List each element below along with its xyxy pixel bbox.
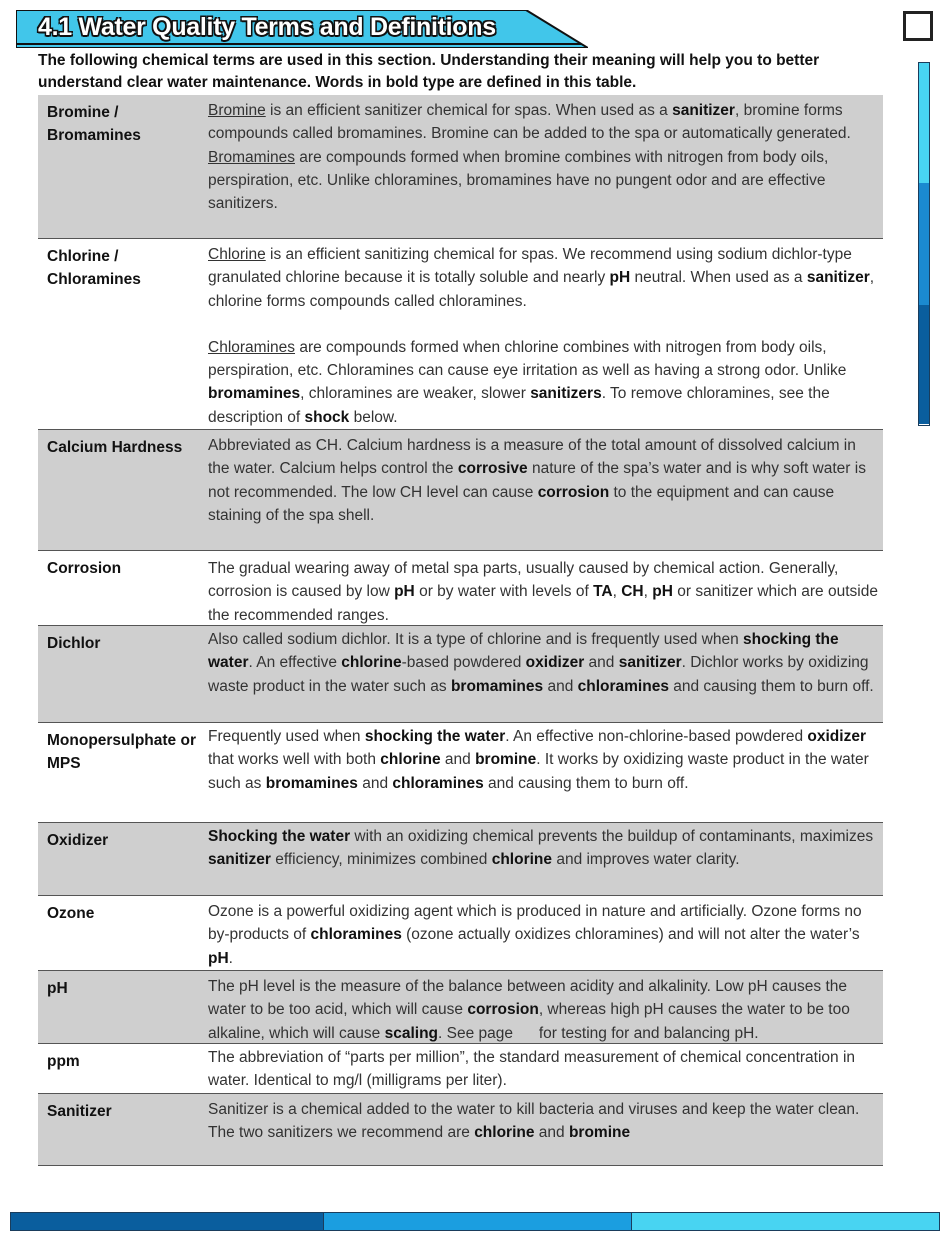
- term-definition: [208, 434, 878, 527]
- side-bar-segment-dark: [919, 305, 929, 424]
- definition-text: , chlorine forms compounds called chloramines.: [208, 269, 875, 310]
- bold-term: bromine: [475, 751, 537, 769]
- bold-term: shocking the water: [364, 728, 506, 745]
- intro-text: The following chemical terms are used in this section. Understanding their meaning will help you to better understand clear water maintenance. Words in bold type are defined in this table.: [38, 52, 820, 91]
- checkbox-square: [903, 11, 933, 41]
- bold-term: chlorine: [474, 1124, 535, 1142]
- definition-paragraph: [208, 825, 878, 872]
- term-definition: [208, 825, 878, 872]
- bold-term: chlorine: [491, 851, 553, 869]
- bold-term: scaling: [384, 1024, 439, 1042]
- term-row: [38, 626, 883, 723]
- term-name: Monopersulphate or MPS: [47, 732, 196, 772]
- definition-paragraph: [208, 243, 878, 313]
- definition-text: . Dichlor works by oxidizing waste product in the water such as: [208, 654, 869, 695]
- bold-term: pH: [208, 949, 229, 967]
- bold-term: Shocking the water: [208, 828, 351, 845]
- definition-text: and causing them to burn off.: [483, 774, 689, 792]
- term-row: [38, 971, 883, 1044]
- definition-paragraph: [208, 99, 878, 146]
- term-row: [38, 95, 883, 239]
- bold-term: bromamines: [265, 774, 358, 792]
- definition-text: below.: [349, 408, 398, 426]
- term-definition: [208, 99, 878, 215]
- bold-term: sanitizer: [618, 654, 682, 672]
- bold-term: chloramines: [310, 926, 402, 944]
- term-name: Ozone: [47, 905, 95, 922]
- term-row: [38, 551, 883, 626]
- term-row: [38, 239, 883, 430]
- bold-term: CH: [621, 583, 644, 601]
- underlined-term: Bromamines: [208, 148, 295, 166]
- definition-text: and causing them to burn off.: [668, 677, 874, 695]
- definition-text: and improves water clarity.: [552, 851, 740, 869]
- bold-term: shocking the water: [208, 631, 839, 672]
- term-definition: [208, 900, 878, 970]
- definition-paragraph: [208, 628, 878, 698]
- definition-text: . An effective: [248, 654, 342, 672]
- definition-text: is an efficient sanitizer chemical for spas. When used as a: [265, 102, 673, 119]
- definition-paragraph: [208, 336, 878, 429]
- bold-term: bromamines: [450, 677, 544, 695]
- term-name: Calcium Hardness: [47, 439, 183, 456]
- term-name: Bromine / Bromamines: [47, 104, 141, 144]
- definition-text: neutral. When used as a: [630, 269, 807, 287]
- bold-term: sanitizer: [208, 851, 271, 869]
- definition-text: and: [534, 1124, 569, 1142]
- definition-text: The pH level is the measure of the balance between acidity and alkalinity. Low pH causes the water to be too acid, which will cause: [208, 978, 848, 1019]
- section-title-banner: [16, 10, 588, 48]
- term-name: Sanitizer: [47, 1103, 112, 1120]
- definition-text: , bromine forms compounds called bromamines. Bromine can be added to the spa or automatically generated.: [208, 102, 851, 143]
- definition-text: . To remove chloramines, see the description of: [208, 385, 830, 426]
- definition-text: and: [357, 774, 393, 792]
- bold-term: pH: [652, 583, 673, 601]
- definition-text: .: [228, 949, 233, 967]
- definition-text: or by water with levels of: [414, 583, 594, 601]
- term-row: [38, 723, 883, 823]
- term-row: [38, 896, 883, 971]
- bold-term: chlorine: [380, 751, 441, 769]
- term-definition: [208, 243, 878, 429]
- definition-text: are compounds formed when bromine combines with nitrogen from body oils, perspiration, etc. Unlike chloramines, bromamines have no pungent odor and are effective sanitizers.: [208, 148, 829, 213]
- term-name: Corrosion: [47, 560, 122, 577]
- footer-color-bar: [10, 1212, 940, 1231]
- definition-text: Sanitizer is a chemical added to the water to kill bacteria and viruses and keep the water clean. The two sanitizers we recommend are: [208, 1101, 860, 1142]
- bold-term: shock: [304, 408, 350, 426]
- term-name: ppm: [47, 1053, 80, 1070]
- footer-segment-dark: [11, 1213, 323, 1230]
- term-row: [38, 430, 883, 551]
- definition-text: Frequently used when: [208, 728, 365, 745]
- term-row: [38, 1044, 883, 1094]
- underlined-term: Chlorine: [208, 246, 266, 263]
- definition-text: to the equipment and can cause staining of the spa shell.: [208, 483, 835, 524]
- term-name: Dichlor: [47, 635, 101, 652]
- side-color-bar: [918, 62, 930, 426]
- term-definition: [208, 975, 878, 1045]
- definition-paragraph: [208, 557, 878, 627]
- definition-text: . It works by oxidizing waste product in the water such as: [208, 751, 869, 792]
- definition-text: Abbreviated as CH. Calcium hardness is a measure of the total amount of dissolved calcium in the water. Calcium helps control the: [208, 437, 856, 478]
- definition-text: Ozone is a powerful oxidizing agent which is produced in nature and artificially. Ozone forms no by-products of: [208, 903, 862, 944]
- bold-term: sanitizer: [672, 102, 735, 119]
- underlined-term: Bromine: [208, 102, 266, 119]
- definition-text: -based powdered: [401, 654, 526, 672]
- term-definition: [208, 725, 878, 795]
- definition-text: are compounds formed when chlorine combines with nitrogen from body oils, perspiration, etc. Chloramines can cause eye irritation as well as having a strong odor. Unlike: [208, 338, 847, 380]
- bold-term: pH: [609, 269, 631, 287]
- definition-text: . See page for testing for and balancing pH.: [438, 1024, 759, 1042]
- definition-text: , chloramines are weaker, slower: [300, 385, 531, 403]
- definition-text: or sanitizer which are outside the recommended ranges.: [208, 583, 878, 624]
- bold-term: corrosion: [537, 483, 610, 501]
- definition-paragraph: [208, 725, 878, 795]
- definition-text: Also called sodium dichlor. It is a type of chlorine and is frequently used when: [208, 631, 744, 648]
- definition-text: . An effective non-chlorine-based powdered: [505, 728, 808, 745]
- definition-text: , whereas high pH causes the water to be too alkaline, which will cause: [208, 1001, 850, 1042]
- definition-paragraph: [208, 975, 878, 1045]
- definition-text: The gradual wearing away of metal spa parts, usually caused by chemical action. Generally, corrosion is caused by low: [208, 560, 839, 601]
- definition-text: efficiency, minimizes combined: [270, 851, 492, 869]
- definition-text: (ozone actually oxidizes chloramines) and will not alter the water’s: [401, 926, 860, 944]
- term-name: Chlorine / Chloramines: [47, 248, 141, 288]
- definition-paragraph: [208, 434, 878, 527]
- bold-term: pH: [394, 583, 415, 601]
- underlined-term: Chloramines: [208, 338, 296, 356]
- footer-segment-light: [632, 1213, 939, 1230]
- definition-paragraph: [208, 1046, 878, 1093]
- bold-term: sanitizer: [806, 269, 870, 287]
- definition-text: The abbreviation of “parts per million”, the standard measurement of chemical concentration in water. Identical to mg/l (milligrams per liter).: [208, 1049, 856, 1090]
- bold-term: corrosive: [457, 460, 528, 478]
- bold-term: oxidizer: [807, 728, 866, 745]
- definition-text: and: [543, 677, 578, 695]
- bold-term: oxidizer: [525, 654, 585, 672]
- bold-term: bromine: [568, 1124, 631, 1142]
- definition-text: ,: [612, 583, 622, 601]
- side-bar-segment-light: [919, 63, 929, 183]
- term-row: [38, 823, 883, 896]
- page-title: 4.1 Water Quality Terms and Definitions: [38, 13, 496, 41]
- side-bar-segment-mid: [919, 183, 929, 305]
- definition-text: nature of the spa’s water and is why soft water is not recommended. The low CH level can cause: [208, 460, 866, 501]
- definition-text: with an oxidizing chemical prevents the buildup of contaminants, maximizes: [350, 828, 874, 845]
- terms-table: [38, 95, 883, 1166]
- term-definition: [208, 1046, 878, 1093]
- term-row: [38, 1094, 883, 1166]
- bold-term: bromamines: [208, 385, 301, 403]
- bold-term: TA: [593, 583, 613, 601]
- definition-paragraph: [208, 1098, 878, 1145]
- term-definition: [208, 1098, 878, 1145]
- term-definition: [208, 628, 878, 698]
- term-name: pH: [47, 980, 68, 997]
- definition-text: and: [584, 654, 619, 672]
- definition-paragraph: [208, 900, 878, 970]
- definition-text: that works well with both: [208, 751, 381, 769]
- bold-term: corrosion: [467, 1001, 539, 1019]
- bold-term: chloramines: [392, 774, 484, 792]
- bold-term: sanitizers: [530, 385, 602, 403]
- bold-term: chlorine: [341, 654, 402, 672]
- definition-paragraph: [208, 146, 878, 216]
- definition-text: is an efficient sanitizing chemical for spas. We recommend using sodium dichlor-type granulated chlorine because it is totally soluble and nearly: [208, 246, 852, 287]
- term-name: Oxidizer: [47, 832, 109, 849]
- definition-text: ,: [643, 583, 653, 601]
- footer-segment-mid: [323, 1213, 632, 1230]
- bold-term: chloramines: [577, 677, 669, 695]
- definition-text: and: [440, 751, 476, 769]
- term-definition: [208, 557, 878, 627]
